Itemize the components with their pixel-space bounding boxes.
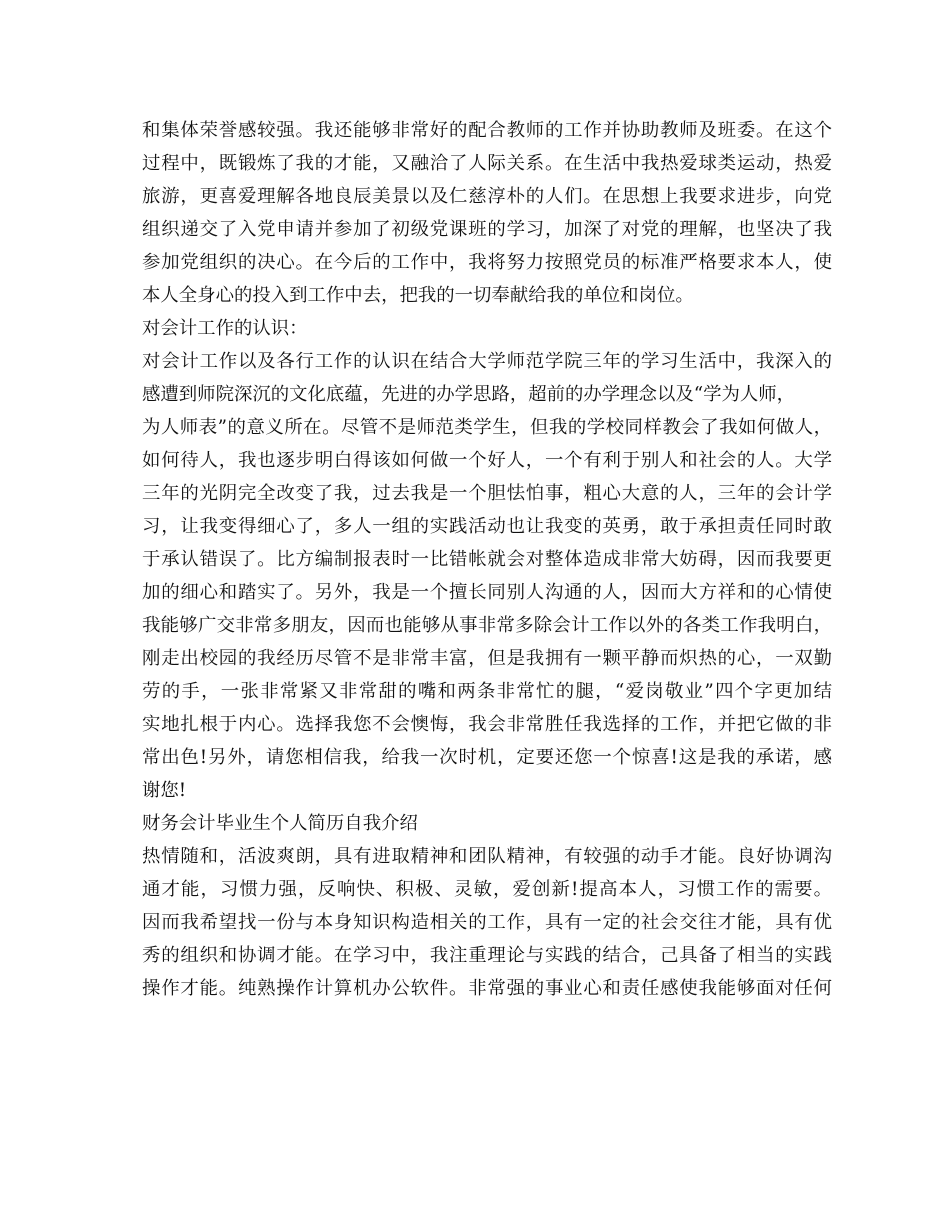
text-line: 组织递交了入党申请并参加了初级党课班的学习，加深了对党的理解，也坚决了我 (142, 219, 832, 240)
text-line: 谢您! (142, 780, 187, 801)
body-text (142, 114, 832, 1005)
text-line: 实地扎根于内心。选择我您不会懊悔，我会非常胜任我选择的工作，并把它做的非 (142, 714, 832, 735)
text-line: 习，让我变得细心了，多人一组的实践活动也让我变的英勇，敢于承担责任同时敢 (142, 516, 832, 537)
text-line: 财务会计毕业生个人简历自我介绍 (142, 813, 418, 834)
text-line: 因而我希望找一份与本身知识构造相关的工作，具有一定的社会交往才能，具有优 (142, 912, 832, 933)
text-line: 和集体荣誉感较强。我还能够非常好的配合教师的工作并协助教师及班委。在这个 (142, 120, 832, 141)
text-line: 对会计工作以及各行工作的认识在结合大学师范学院三年的学习生活中，我深入的 (142, 351, 832, 372)
text-line: 秀的组织和协调才能。在学习中，我注重理论与实践的结合，己具备了相当的实践 (142, 945, 832, 966)
text-line: 本人全身心的投入到工作中去，把我的一切奉献给我的单位和岗位。 (142, 285, 694, 306)
text-line: 通才能，习惯力强，反响快、积极、灵敏，爱创新!提高本人，习惯工作的需要。 (142, 879, 832, 900)
text-line: 刚走出校园的我经历尽管不是非常丰富，但是我拥有一颗平静而炽热的心，一双勤 (142, 648, 832, 669)
text-line: 参加党组织的决心。在今后的工作中，我将努力按照党员的标准严格要求本人，使 (142, 252, 832, 273)
text-line: 感遭到师院深沉的文化底蕴，先进的办学思路，超前的办学理念以及“学为人师， (142, 384, 796, 405)
text-line: 劳的手，一张非常紧又非常甜的嘴和两条非常忙的腿，“爱岗敬业”四个字更加结 (142, 681, 832, 702)
text-line: 对会计工作的认识： (142, 318, 308, 339)
text-line: 过程中，既锻炼了我的才能，又融洽了人际关系。在生活中我热爱球类运动，热爱 (142, 153, 832, 174)
text-line: 操作才能。纯熟操作计算机办公软件。非常强的事业心和责任感使我能够面对任何 (142, 978, 832, 999)
text-line: 三年的光阴完全改变了我，过去我是一个胆怯怕事，粗心大意的人，三年的会计学 (142, 483, 832, 504)
text-line: 热情随和，活波爽朗，具有进取精神和团队精神，有较强的动手才能。良好协调沟 (142, 846, 832, 867)
text-line: 加的细心和踏实了。另外，我是一个擅长同别人沟通的人，因而大方祥和的心情使 (142, 582, 832, 603)
text-line: 旅游，更喜爱理解各地良辰美景以及仁慈淳朴的人们。在思想上我要求进步，向党 (142, 186, 832, 207)
text-line: 为人师表”的意义所在。尽管不是师范类学生，但我的学校同样教会了我如何做人， (142, 417, 832, 438)
text-line: 常出色!另外，请您相信我，给我一次时机，定要还您一个惊喜!这是我的承诺，感 (142, 747, 832, 768)
text-line: 我能够广交非常多朋友，因而也能够从事非常多除会计工作以外的各类工作我明白， (142, 615, 832, 636)
text-line: 如何待人，我也逐步明白得该如何做一个好人，一个有利于别人和社会的人。大学 (142, 450, 832, 471)
text-line: 于承认错误了。比方编制报表时一比错帐就会对整体造成非常大妨碍，因而我要更 (142, 549, 832, 570)
